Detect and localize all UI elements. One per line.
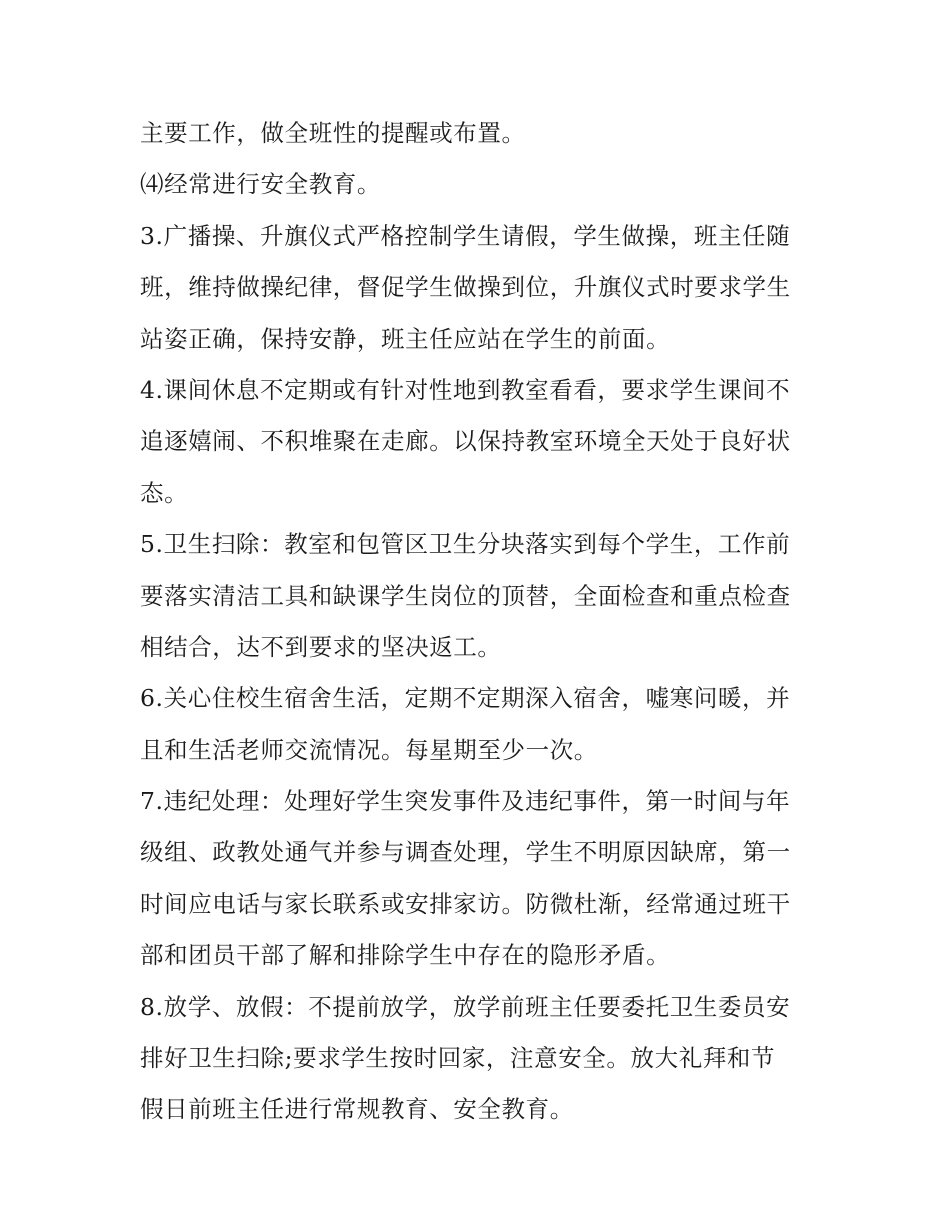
text-line: 态。 — [140, 478, 189, 507]
text-line: 7.违纪处理：处理好学生突发事件及违纪事件，第一时间与年 — [140, 787, 791, 816]
text-line: 追逐嬉闹、不积堆聚在走廊。以保持教室环境全天处于良好状 — [140, 427, 791, 456]
text-line: 主要工作，做全班性的提醒或布置。 — [140, 119, 526, 147]
text-line: 班，维持做操纪律，督促学生做操到位，升旗仪式时要求学生 — [140, 273, 791, 302]
text-line: 8.放学、放假：不提前放学，放学前班主任要委托卫生委员安 — [140, 992, 791, 1021]
text-line: 时间应电话与家长联系或安排家访。防微杜渐，经常通过班干 — [140, 889, 791, 918]
text-line: 部和团员干部了解和排除学生中存在的隐形矛盾。 — [140, 941, 671, 970]
text-line: 站姿正确，保持安静，班主任应站在学生的前面。 — [140, 324, 671, 353]
text-line: 且和生活老师交流情况。每星期至少一次。 — [140, 735, 598, 764]
text-line: 相结合，达不到要求的坚决返工。 — [140, 632, 502, 661]
text-line: 要落实清洁工具和缺课学生岗位的顶替，全面检查和重点检查 — [140, 581, 791, 610]
text-line: 排好卫生扫除;要求学生按时回家，注意安全。放大礼拜和节 — [140, 1044, 776, 1073]
text-line: 级组、政教处通气并参与调查处理，学生不明原因缺席，第一 — [140, 838, 791, 867]
text-line: 6.关心住校生宿舍生活，定期不定期深入宿舍，嘘寒问暖，并 — [140, 684, 791, 713]
text-line: 假日前班主任进行常规教育、安全教育。 — [140, 1095, 574, 1124]
text-line: 3.广播操、升旗仪式严格控制学生请假，学生做操，班主任随 — [140, 221, 791, 250]
text-line: 4.课间休息不定期或有针对性地到教室看看，要求学生课间不 — [140, 375, 791, 404]
document-body — [140, 108, 820, 1136]
text-line: ⑷经常进行安全教育。 — [140, 170, 381, 199]
text-line: 5.卫生扫除：教室和包管区卫生分块落实到每个学生，工作前 — [140, 530, 791, 559]
